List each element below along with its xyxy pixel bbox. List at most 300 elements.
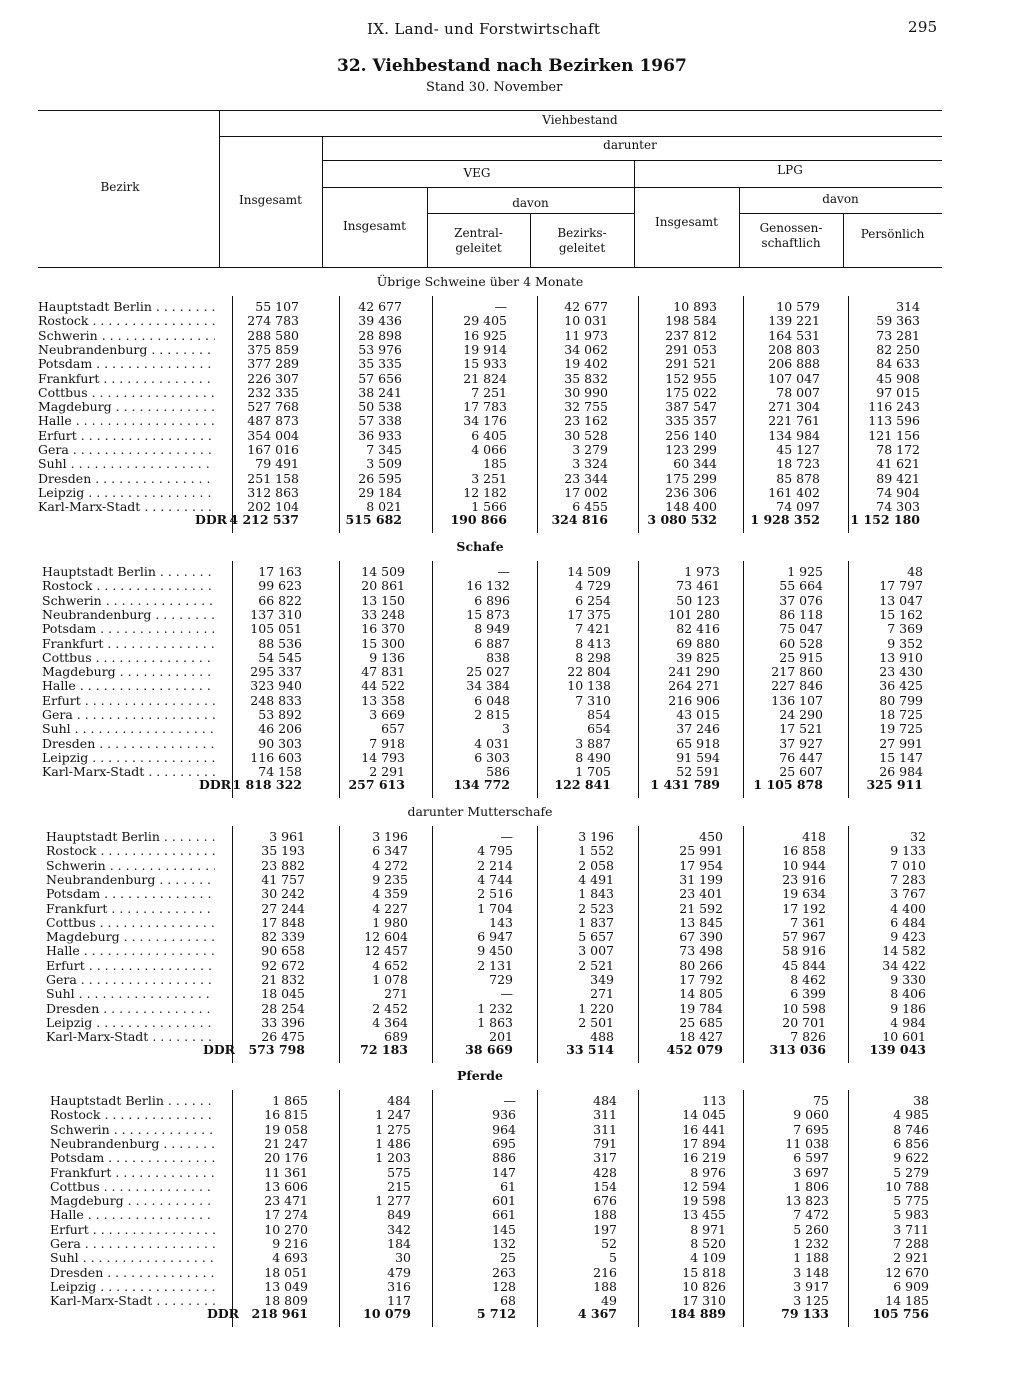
- table-cell: 6 896: [474, 592, 510, 608]
- table-cell: 34 422: [882, 957, 926, 973]
- table-cell: 17 894: [682, 1135, 726, 1151]
- table-row: [0, 665, 1024, 679]
- table-cell: 18 725: [879, 707, 923, 722]
- table-cell: 263: [492, 1264, 516, 1280]
- table-cell: 2 815: [474, 707, 510, 722]
- table-cell: 17 954: [679, 857, 723, 873]
- district-name: Suhl . . .: [38, 457, 215, 471]
- table-row: [0, 873, 1024, 887]
- district-name: Gera . . .: [50, 1237, 215, 1251]
- district-name: Halle . . .: [38, 414, 215, 428]
- table-row: [0, 930, 1024, 944]
- table-cell: 8 462: [790, 972, 826, 987]
- table-cell: 479: [387, 1264, 411, 1280]
- table-cell: 311: [593, 1107, 617, 1123]
- table-cell: 6 399: [790, 986, 826, 1002]
- table-cell: 3 196: [372, 829, 408, 844]
- table-cell: 4 227: [372, 900, 408, 916]
- table-cell: 271 304: [768, 399, 820, 415]
- table-cell: 122 841: [554, 776, 611, 792]
- table-cell: 13 358: [361, 692, 405, 708]
- district-name: Potsdam . . .: [42, 622, 215, 636]
- table-cell: 16 925: [463, 327, 507, 343]
- table-row: [0, 486, 1024, 500]
- table-cell: 27 244: [261, 900, 305, 916]
- table-cell: 5 279: [893, 1164, 929, 1180]
- table-cell: 226 307: [247, 370, 299, 386]
- table-cell: 9 235: [372, 871, 408, 887]
- table-cell: 17 274: [264, 1207, 308, 1223]
- table-cell: 236 306: [665, 484, 717, 500]
- table-cell: 601: [492, 1193, 516, 1209]
- table-row: [0, 1123, 1024, 1137]
- table-cell: 15 147: [879, 749, 923, 765]
- table-cell: 1 188: [793, 1250, 829, 1266]
- table-cell: 216: [593, 1264, 617, 1280]
- table-cell: 264 271: [668, 678, 720, 694]
- table-cell: 53 976: [358, 341, 402, 357]
- table-cell: 10 788: [885, 1178, 929, 1194]
- table-cell: 9 330: [890, 972, 926, 987]
- table-cell: 5 775: [893, 1193, 929, 1209]
- table-cell: 79 491: [255, 456, 299, 472]
- total-row: [0, 778, 1024, 792]
- table-row: [0, 1002, 1024, 1016]
- table-cell: 82 416: [676, 621, 720, 637]
- table-cell: 6 405: [471, 427, 507, 443]
- table-cell: 17 792: [679, 972, 723, 987]
- table-cell: 257 613: [348, 776, 405, 792]
- table-cell: 9 186: [890, 1000, 926, 1016]
- table-cell: 33 396: [261, 1014, 305, 1030]
- table-row: [0, 830, 1024, 844]
- district-name: Gera . . .: [38, 443, 215, 457]
- table-cell: 107 047: [768, 370, 820, 386]
- table-cell: 2 523: [578, 900, 614, 916]
- district-name: Karl-Marx-Stadt . . .: [46, 1030, 215, 1044]
- table-cell: 12 604: [364, 929, 408, 945]
- table-cell: 161 402: [768, 484, 820, 500]
- table-cell: 450: [699, 829, 723, 844]
- table-row: [0, 457, 1024, 471]
- table-cell: 80 799: [879, 692, 923, 708]
- table-cell: 188: [593, 1207, 617, 1223]
- district-name: Halle . . .: [46, 944, 215, 958]
- table-cell: 15 162: [879, 606, 923, 622]
- table-cell: 19 634: [782, 886, 826, 902]
- table-cell: 354 004: [247, 427, 299, 443]
- table-cell: 13 845: [679, 914, 723, 930]
- table-cell: 76 447: [779, 749, 823, 765]
- table-row: [0, 443, 1024, 457]
- table-cell: 60 344: [673, 456, 717, 472]
- district-name: Leipzig . . .: [42, 751, 215, 765]
- table-cell: 575: [387, 1164, 411, 1180]
- table-cell: 1 925: [787, 564, 823, 579]
- table-cell: 80 266: [679, 957, 723, 973]
- table-cell: 75: [813, 1093, 829, 1108]
- table-cell: 12 182: [463, 484, 507, 500]
- table-cell: 8 976: [690, 1164, 726, 1180]
- table-cell: 13 910: [879, 649, 923, 665]
- table-subtitle: Stand 30. November: [426, 80, 563, 95]
- table-cell: 1 078: [372, 972, 408, 987]
- table-cell: 4 400: [890, 900, 926, 916]
- table-cell: 14 509: [361, 564, 405, 579]
- table-row: [0, 1137, 1024, 1151]
- header-veg: VEG: [463, 166, 491, 180]
- district-name: Schwerin . . .: [38, 329, 215, 343]
- table-cell: 695: [492, 1135, 516, 1151]
- table-cell: 317: [593, 1150, 617, 1166]
- table-cell: 291 521: [665, 356, 717, 372]
- table-cell: 17 002: [564, 484, 608, 500]
- table-cell: 312 863: [247, 484, 299, 500]
- table-cell: 3 917: [793, 1278, 829, 1294]
- table-cell: 3 697: [793, 1164, 829, 1180]
- table-cell: 8 413: [575, 635, 611, 651]
- table-cell: 88 536: [258, 635, 302, 651]
- table-row: [0, 329, 1024, 343]
- table-cell: 46 206: [258, 721, 302, 737]
- table-cell: 349: [590, 972, 614, 987]
- table-cell: 5 657: [578, 929, 614, 945]
- table-row: [0, 1166, 1024, 1180]
- table-cell: 47 831: [361, 664, 405, 680]
- table-cell: 19 784: [679, 1000, 723, 1016]
- table-row: [0, 1237, 1024, 1251]
- table-cell: 1 152 180: [850, 511, 920, 527]
- table-cell: 30 242: [261, 886, 305, 902]
- table-cell: 657: [381, 721, 405, 737]
- table-cell: 10 598: [782, 1000, 826, 1016]
- table-cell: 9 136: [369, 649, 405, 665]
- table-cell: 886: [492, 1150, 516, 1166]
- table-cell: 45 908: [876, 370, 920, 386]
- table-cell: 10 031: [564, 313, 608, 329]
- table-cell: 791: [593, 1135, 617, 1151]
- table-cell: 16 858: [782, 843, 826, 859]
- table-cell: 69 880: [676, 635, 720, 651]
- table-cell: 41 757: [261, 871, 305, 887]
- table-cell: 1 865: [272, 1093, 308, 1108]
- district-name: Schwerin . . .: [50, 1123, 215, 1137]
- district-name: Neubrandenburg . . .: [42, 608, 215, 622]
- table-cell: 18 723: [776, 456, 820, 472]
- table-cell: 1 220: [578, 1000, 614, 1016]
- table-cell: 164 531: [768, 327, 820, 343]
- table-cell: 335 357: [665, 413, 717, 429]
- table-cell: 10 138: [567, 678, 611, 694]
- table-cell: 2 516: [477, 886, 513, 902]
- table-cell: 31 199: [679, 871, 723, 887]
- table-row: [0, 987, 1024, 1001]
- table-cell: 52 591: [676, 764, 720, 780]
- table-cell: 8 298: [575, 649, 611, 665]
- table-cell: 143: [489, 914, 513, 930]
- table-cell: 6 597: [793, 1150, 829, 1166]
- table-cell: 1 928 352: [750, 511, 820, 527]
- table-cell: 2 058: [578, 857, 614, 873]
- district-name: Erfurt . . .: [42, 694, 215, 708]
- table-cell: 39 436: [358, 313, 402, 329]
- district-name: Halle . . .: [42, 679, 215, 693]
- table-cell: 26 475: [261, 1029, 305, 1045]
- table-cell: 6 856: [893, 1135, 929, 1151]
- table-cell: 5 260: [793, 1221, 829, 1237]
- table-row: [0, 694, 1024, 708]
- table-cell: 2 291: [369, 764, 405, 780]
- table-cell: 15 873: [466, 606, 510, 622]
- table-cell: 34 176: [463, 413, 507, 429]
- table-cell: 84 633: [876, 356, 920, 372]
- table-cell: 85 878: [776, 470, 820, 486]
- district-name: Frankfurt . . .: [50, 1166, 215, 1180]
- table-cell: 1 566: [471, 499, 507, 515]
- table-cell: 7 288: [893, 1236, 929, 1251]
- table-cell: 13 049: [264, 1278, 308, 1294]
- district-name: Hauptstadt Berlin . . .: [42, 565, 215, 579]
- table-cell: 7 283: [890, 871, 926, 887]
- table-cell: 33 248: [361, 606, 405, 622]
- table-cell: 3 887: [575, 735, 611, 751]
- table-cell: 13 823: [785, 1193, 829, 1209]
- table-cell: 35 335: [358, 356, 402, 372]
- table-row: [0, 916, 1024, 930]
- table-cell: 6 254: [575, 592, 611, 608]
- table-cell: 17 848: [261, 914, 305, 930]
- table-cell: 10 079: [363, 1305, 411, 1321]
- table-cell: 6 484: [890, 914, 926, 930]
- table-cell: 1 431 789: [650, 776, 720, 792]
- table-cell: 145: [492, 1221, 516, 1237]
- table-cell: 1 704: [477, 900, 513, 916]
- table-cell: 208 803: [768, 341, 820, 357]
- table-cell: 25: [500, 1250, 516, 1266]
- table-row: [0, 1151, 1024, 1165]
- table-cell: 32: [910, 829, 926, 844]
- table-cell: —: [503, 1093, 516, 1108]
- table-cell: 116 603: [250, 749, 302, 765]
- table-cell: 10 944: [782, 857, 826, 873]
- table-cell: 45 844: [782, 957, 826, 973]
- table-cell: 7 826: [790, 1029, 826, 1045]
- table-cell: 8 949: [474, 621, 510, 637]
- table-cell: 50 123: [676, 592, 720, 608]
- table-cell: 13 606: [264, 1178, 308, 1194]
- district-name: Cottbus . . .: [50, 1180, 215, 1194]
- table-row: [0, 959, 1024, 973]
- header-lpg: LPG: [777, 163, 803, 177]
- table-cell: 38: [913, 1093, 929, 1108]
- table-cell: 29 405: [463, 313, 507, 329]
- table-cell: 251 158: [247, 470, 299, 486]
- table-cell: 1 203: [375, 1150, 411, 1166]
- table-row: [0, 608, 1024, 622]
- table-cell: 661: [492, 1207, 516, 1223]
- table-cell: 29 184: [358, 484, 402, 500]
- table-cell: 964: [492, 1121, 516, 1137]
- table-cell: 28 254: [261, 1000, 305, 1016]
- table-row: [0, 1108, 1024, 1122]
- table-cell: 18 809: [264, 1293, 308, 1309]
- table-row: [0, 1094, 1024, 1108]
- table-cell: 1 232: [477, 1000, 513, 1016]
- table-cell: —: [500, 829, 513, 844]
- table-cell: 4 795: [477, 843, 513, 859]
- table-cell: 184 889: [669, 1305, 726, 1321]
- table-cell: 515 682: [345, 511, 402, 527]
- district-name: Leipzig . . .: [46, 1016, 215, 1030]
- table-row: [0, 1251, 1024, 1265]
- table-cell: 105 051: [250, 621, 302, 637]
- table-cell: 105 756: [872, 1305, 929, 1321]
- table-cell: 6 909: [893, 1278, 929, 1294]
- table-cell: 4 367: [577, 1305, 617, 1321]
- header-veg-insgesamt: Insgesamt: [343, 219, 406, 233]
- table-row: [0, 722, 1024, 736]
- header-lpg-davon: davon: [822, 192, 859, 206]
- table-cell: 54 545: [258, 649, 302, 665]
- table-cell: 316: [387, 1278, 411, 1294]
- table-cell: 689: [384, 1029, 408, 1045]
- table-cell: 387 547: [665, 399, 717, 415]
- table-cell: 6 347: [372, 843, 408, 859]
- total-label: DDR: [195, 512, 228, 527]
- table-cell: 7 010: [890, 857, 926, 873]
- table-cell: 11 361: [264, 1164, 308, 1180]
- table-cell: 197: [593, 1221, 617, 1237]
- section-title: darunter Mutterschafe: [407, 804, 553, 819]
- table-cell: 48: [907, 564, 923, 579]
- table-cell: 60 528: [779, 635, 823, 651]
- table-cell: 14 805: [679, 986, 723, 1002]
- total-label: DDR: [207, 1306, 240, 1321]
- table-row: [0, 357, 1024, 371]
- table-cell: 849: [387, 1207, 411, 1223]
- table-cell: 271: [590, 986, 614, 1002]
- table-cell: 6 887: [474, 635, 510, 651]
- table-cell: 4 212 537: [229, 511, 299, 527]
- table-cell: 117: [387, 1293, 411, 1309]
- table-cell: 295 337: [250, 664, 302, 680]
- table-cell: 13 455: [682, 1207, 726, 1223]
- table-cell: 58 916: [782, 943, 826, 959]
- table-row: [0, 414, 1024, 428]
- table-cell: 854: [587, 707, 611, 722]
- district-name: Suhl . . .: [46, 987, 215, 1001]
- table-cell: 17 163: [258, 564, 302, 579]
- chapter-heading: IX. Land- und Forstwirtschaft: [367, 20, 601, 38]
- table-cell: 17 521: [779, 721, 823, 737]
- table-cell: 45 127: [776, 442, 820, 457]
- district-name: Dresden . . .: [46, 1002, 215, 1016]
- table-cell: 9 133: [890, 843, 926, 859]
- table-cell: 154: [593, 1178, 617, 1194]
- table-cell: 4 985: [893, 1107, 929, 1123]
- table-cell: 418: [802, 829, 826, 844]
- table-cell: 23 430: [879, 664, 923, 680]
- table-cell: 256 140: [665, 427, 717, 443]
- table-row: [0, 902, 1024, 916]
- table-cell: 23 916: [782, 871, 826, 887]
- district-name: Leipzig . . .: [38, 486, 215, 500]
- table-cell: 325 911: [866, 776, 923, 792]
- total-row: [0, 1043, 1024, 1057]
- total-row: [0, 513, 1024, 527]
- table-cell: 41 621: [876, 456, 920, 472]
- table-cell: 101 280: [668, 606, 720, 622]
- section-title: Schafe: [456, 539, 504, 554]
- table-cell: 36 425: [879, 678, 923, 694]
- table-cell: 2 131: [477, 957, 513, 973]
- table-cell: 139 221: [768, 313, 820, 329]
- total-label: DDR: [199, 777, 232, 792]
- table-cell: 14 045: [682, 1107, 726, 1123]
- table-cell: 23 344: [564, 470, 608, 486]
- table-cell: 936: [492, 1107, 516, 1123]
- table-cell: 79 133: [781, 1305, 829, 1321]
- table-cell: 17 375: [567, 606, 611, 622]
- table-cell: 65 918: [676, 735, 720, 751]
- district-name: Karl-Marx-Stadt . . .: [50, 1294, 215, 1308]
- table-cell: 7 421: [575, 621, 611, 637]
- table-cell: 3 279: [572, 442, 608, 457]
- table-cell: 9 060: [793, 1107, 829, 1123]
- table-cell: 7 251: [471, 384, 507, 400]
- table-row: [0, 1180, 1024, 1194]
- district-name: Karl-Marx-Stadt . . .: [38, 500, 215, 514]
- table-cell: 21 247: [264, 1135, 308, 1151]
- table-cell: 25 027: [466, 664, 510, 680]
- table-cell: 1 863: [477, 1014, 513, 1030]
- district-name: Magdeburg . . .: [38, 400, 215, 414]
- table-cell: 3 196: [578, 829, 614, 844]
- table-cell: 7 918: [369, 735, 405, 751]
- table-cell: 113 596: [868, 413, 920, 429]
- table-cell: 9 216: [272, 1236, 308, 1251]
- table-cell: 49: [601, 1293, 617, 1309]
- table-cell: 1 552: [578, 843, 614, 859]
- table-row: [0, 300, 1024, 314]
- table-cell: 35 832: [564, 370, 608, 386]
- table-cell: 201: [489, 1029, 513, 1045]
- table-cell: 25 685: [679, 1014, 723, 1030]
- table-cell: 7 472: [793, 1207, 829, 1223]
- table-row: [0, 314, 1024, 328]
- table-cell: 59 363: [876, 313, 920, 329]
- district-name: Magdeburg . . .: [50, 1194, 215, 1208]
- table-cell: 3 961: [269, 829, 305, 844]
- table-cell: 13 047: [879, 592, 923, 608]
- table-row: [0, 1208, 1024, 1222]
- table-cell: 26 595: [358, 470, 402, 486]
- district-name: Cottbus . . .: [46, 916, 215, 930]
- table-cell: 21 592: [679, 900, 723, 916]
- district-name: Schwerin . . .: [42, 594, 215, 608]
- district-name: Erfurt . . .: [46, 959, 215, 973]
- district-name: Rostock . . .: [38, 314, 215, 328]
- table-cell: 586: [486, 764, 510, 780]
- table-cell: 274 783: [247, 313, 299, 329]
- section-title: Pferde: [456, 1068, 503, 1083]
- district-name: Frankfurt . . .: [42, 637, 215, 651]
- district-name: Gera . . .: [42, 708, 215, 722]
- table-row: [0, 859, 1024, 873]
- table-cell: 10 826: [682, 1278, 726, 1294]
- table-cell: 26 984: [879, 764, 923, 780]
- table-cell: 291 053: [665, 341, 717, 357]
